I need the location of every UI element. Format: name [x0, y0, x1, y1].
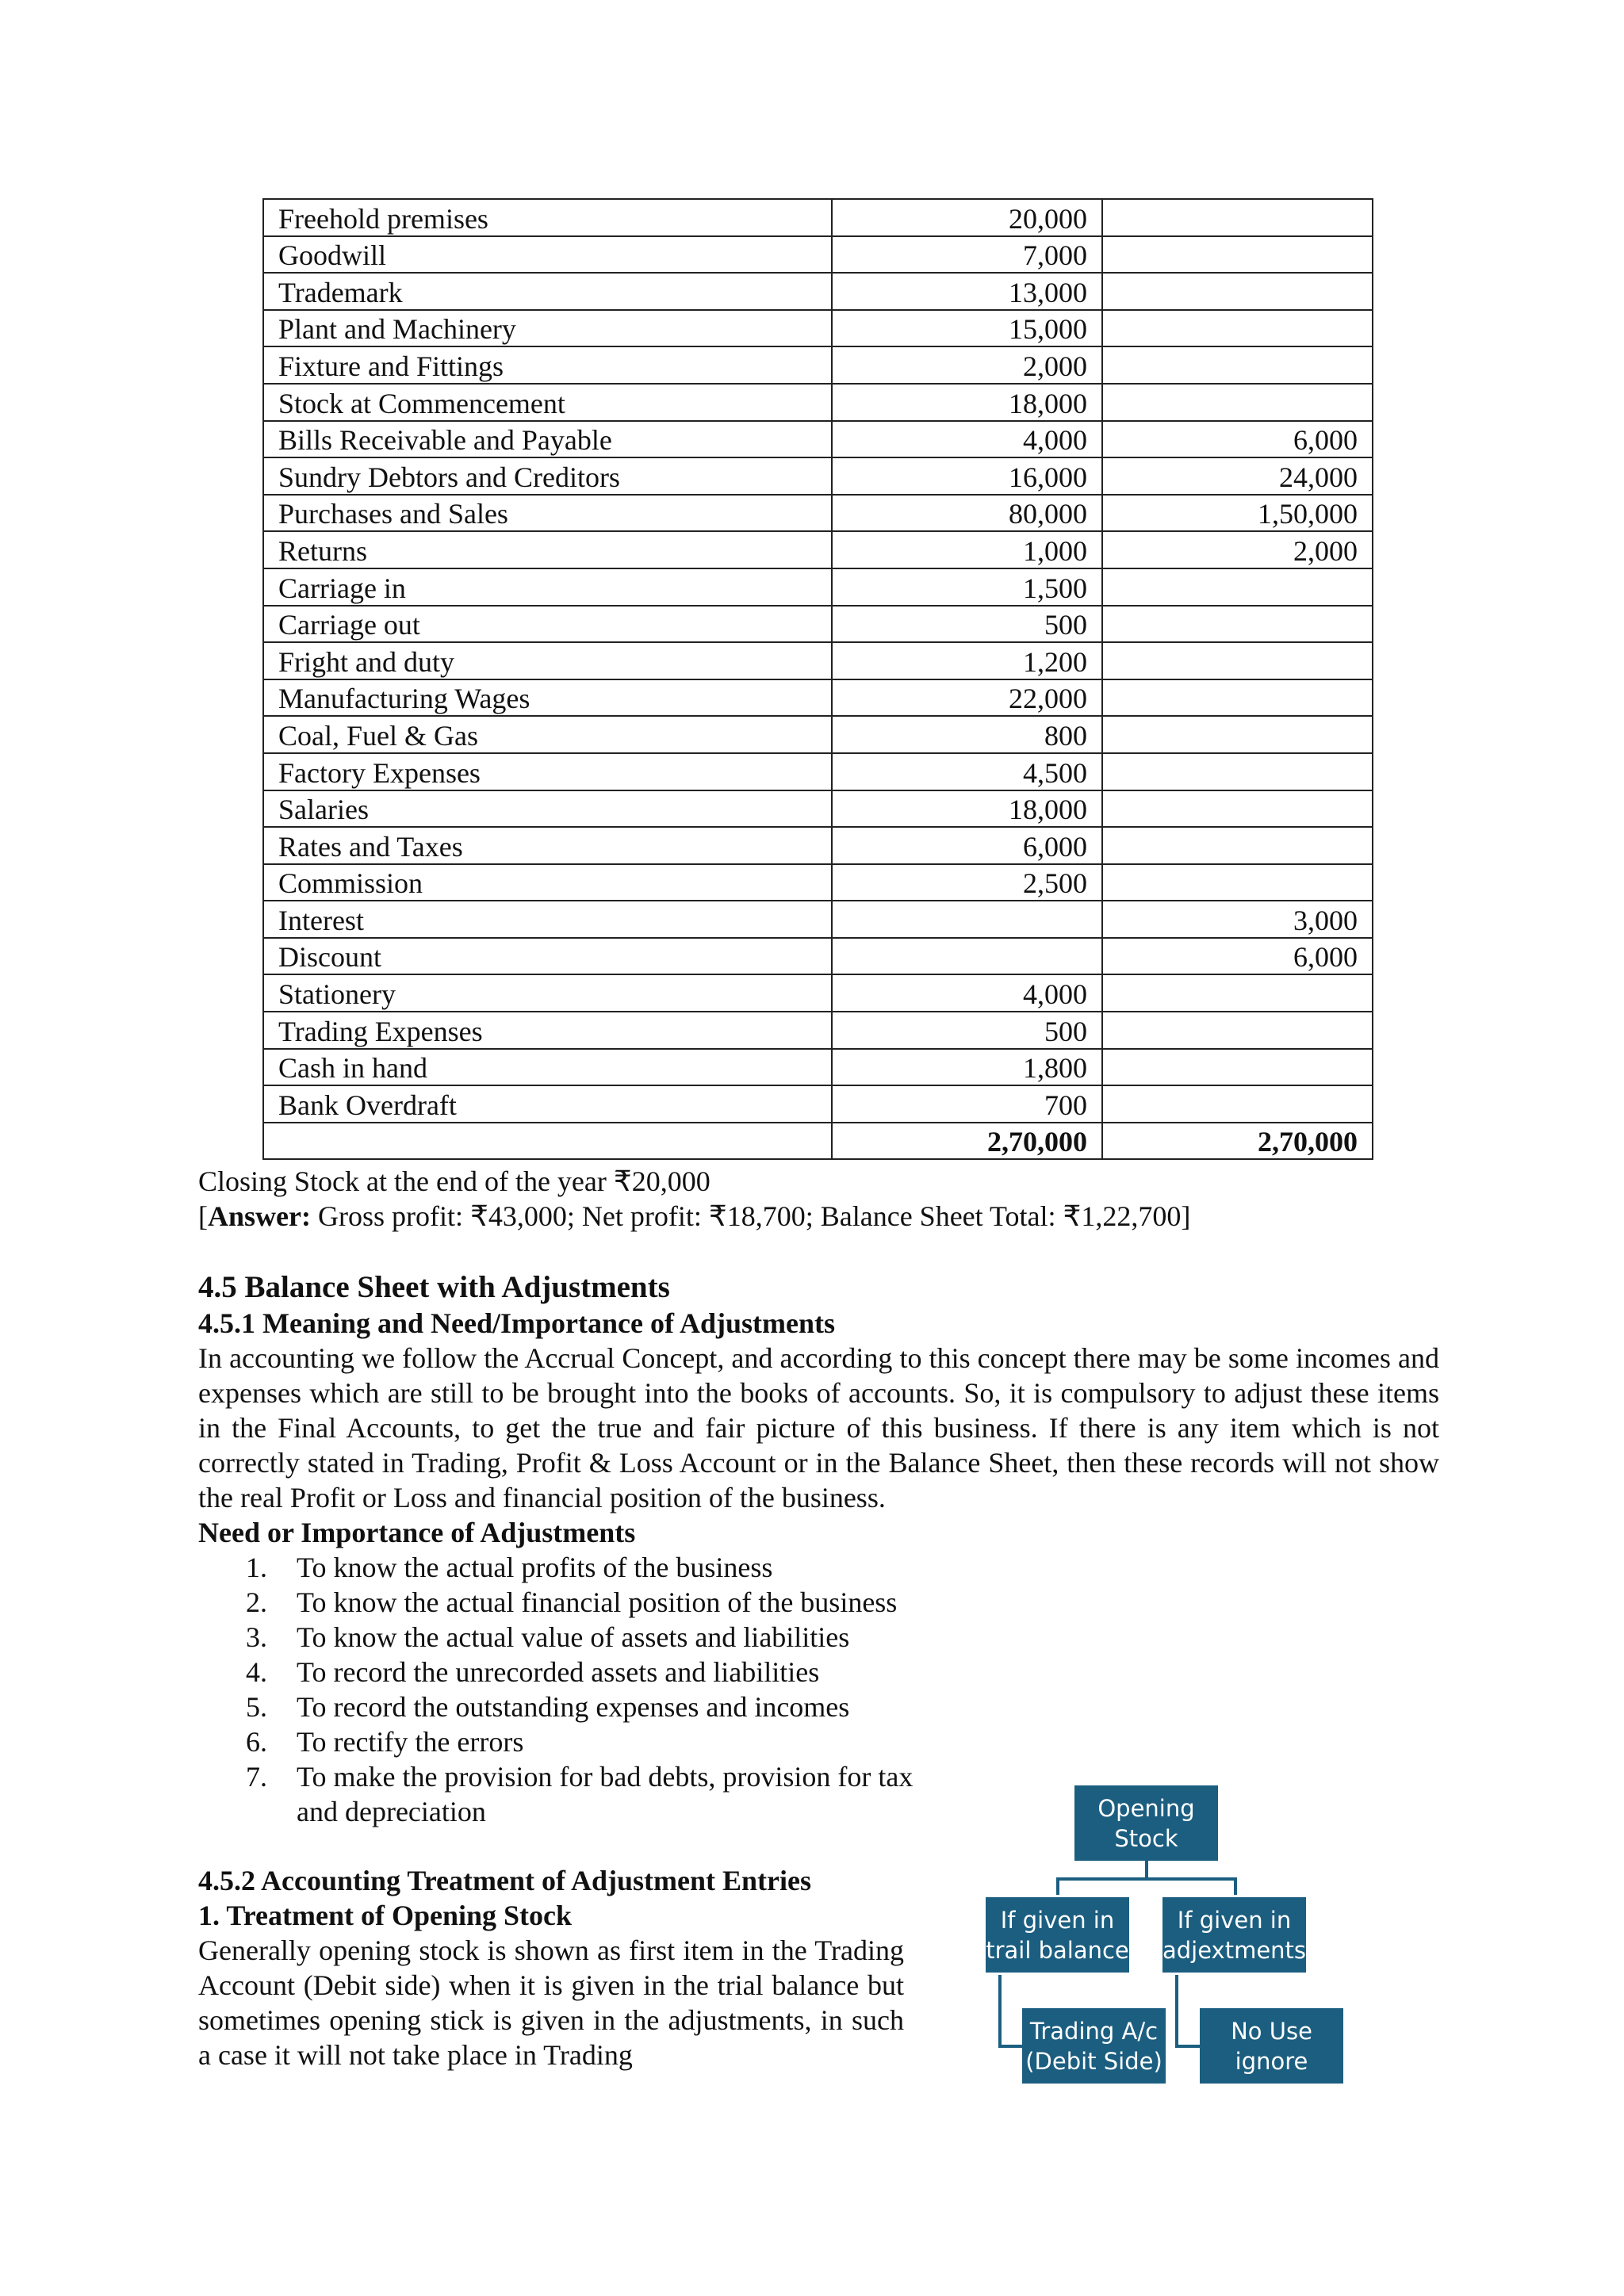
item-text: To know the actual profits of the business: [297, 1552, 773, 1583]
debit-amount: 6,000: [832, 827, 1102, 864]
connector: [1056, 1877, 1237, 1881]
debit-amount: 1,800: [832, 1049, 1102, 1086]
debit-amount: 7,000: [832, 236, 1102, 274]
credit-amount: 6,000: [1102, 421, 1373, 458]
credit-amount: [1102, 384, 1373, 421]
closing-stock-note: Closing Stock at the end of the year ₹20,000: [198, 1165, 710, 1197]
table-row: [263, 974, 1373, 1012]
credit-amount: [1102, 199, 1373, 236]
debit-amount: 700: [832, 1085, 1102, 1123]
diagram-right-child-box: No Use ignore: [1200, 2008, 1343, 2084]
account-name: Carriage out: [263, 606, 832, 643]
table-row: [263, 495, 1373, 532]
diagram-left-child-box: Trading A/c (Debit Side): [1022, 2008, 1166, 2084]
account-name: Salaries: [263, 790, 832, 828]
need-list: [246, 1550, 959, 1829]
credit-amount: [1102, 864, 1373, 901]
account-name: Bills Receivable and Payable: [263, 421, 832, 458]
debit-amount: 15,000: [832, 310, 1102, 347]
credit-amount: 6,000: [1102, 938, 1373, 975]
credit-amount: [1102, 827, 1373, 864]
debit-amount: 2,500: [832, 864, 1102, 901]
item-text: To know the actual value of assets and liabilities: [297, 1621, 850, 1653]
list-item: [246, 1655, 959, 1689]
answer-bracket: [: [198, 1200, 208, 1232]
account-name: Bank Overdraft: [263, 1085, 832, 1123]
answer-note: [198, 1199, 1190, 1234]
debit-amount: 18,000: [832, 384, 1102, 421]
account-name: [263, 1123, 832, 1160]
table-row: [263, 421, 1373, 458]
connector: [998, 2045, 1022, 2048]
answer-label: Answer:: [208, 1200, 311, 1232]
list-item: [246, 1724, 959, 1759]
table-row: [263, 716, 1373, 753]
debit-amount: 80,000: [832, 495, 1102, 532]
opening-stock-paragraph: Generally opening stock is shown as first item in the Trading Account (Debit side) when it is given in the trial balance but sometimes opening stick is given in the adjustments, in such a case it will not take place in Trading: [198, 1934, 904, 2071]
item-text: To record the outstanding expenses and incomes: [297, 1691, 850, 1723]
credit-amount: [1102, 1012, 1373, 1049]
account-name: Sundry Debtors and Creditors: [263, 457, 832, 495]
table-row: [263, 531, 1373, 568]
credit-amount: 1,50,000: [1102, 495, 1373, 532]
table-row: [263, 679, 1373, 717]
trial-balance-table: [262, 198, 1373, 1160]
account-name: Goodwill: [263, 236, 832, 274]
intro-paragraph: In accounting we follow the Accrual Concept, and according to this concept there may be some incomes and expenses which are still to be brought into the books of accounts. So, it is compulsory to adjust these items in the Final Accounts, to get the true and fair picture of this business. If there is any item which is not correctly stated in Trading, Profit & Loss Account or in the Balance Sheet, then these records will not show the real Profit or Loss and financial position of the business.: [198, 1342, 1439, 1513]
debit-amount: 500: [832, 606, 1102, 643]
connector: [1056, 1877, 1059, 1895]
account-name: Plant and Machinery: [263, 310, 832, 347]
list-item: [246, 1759, 959, 1829]
credit-amount: [1102, 346, 1373, 384]
credit-amount: [1102, 606, 1373, 643]
table-row: [263, 1123, 1373, 1160]
table-row: [263, 1012, 1373, 1049]
table-row: [263, 273, 1373, 310]
account-name: Fixture and Fittings: [263, 346, 832, 384]
table-row: [263, 310, 1373, 347]
debit-amount: 22,000: [832, 679, 1102, 717]
account-name: Trademark: [263, 273, 832, 310]
credit-amount: [1102, 642, 1373, 679]
table-row: [263, 642, 1373, 679]
debit-amount: 800: [832, 716, 1102, 753]
item-number: 7.: [246, 1761, 267, 1793]
list-item: [246, 1689, 959, 1724]
account-name: Stock at Commencement: [263, 384, 832, 421]
debit-amount: 4,500: [832, 753, 1102, 790]
list-item: [246, 1620, 959, 1655]
account-name: Stationery: [263, 974, 832, 1012]
account-name: Purchases and Sales: [263, 495, 832, 532]
item-number: 4.: [246, 1656, 267, 1688]
debit-amount: 20,000: [832, 199, 1102, 236]
table-row: [263, 901, 1373, 938]
debit-amount: 4,000: [832, 974, 1102, 1012]
opening-stock-heading: 1. Treatment of Opening Stock: [198, 1900, 573, 1931]
credit-amount: [1102, 679, 1373, 717]
credit-amount: [1102, 1049, 1373, 1086]
debit-amount: 500: [832, 1012, 1102, 1049]
credit-amount: [1102, 716, 1373, 753]
table-row: [263, 346, 1373, 384]
table-row: [263, 753, 1373, 790]
debit-amount: [832, 938, 1102, 975]
debit-amount: [832, 901, 1102, 938]
table-row: [263, 790, 1373, 828]
account-name: Coal, Fuel & Gas: [263, 716, 832, 753]
debit-amount: 1,500: [832, 568, 1102, 606]
table-row: [263, 606, 1373, 643]
debit-amount: 2,000: [832, 346, 1102, 384]
answer-text: Gross profit: ₹43,000; Net profit: ₹18,700; Balance Sheet Total: ₹1,22,700]: [310, 1200, 1191, 1232]
table-row: [263, 457, 1373, 495]
account-name: Commission: [263, 864, 832, 901]
credit-amount: 3,000: [1102, 901, 1373, 938]
item-number: 6.: [246, 1726, 267, 1758]
credit-amount: [1102, 568, 1373, 606]
subsection-heading: 4.5.1 Meaning and Need/Importance of Adjustments: [198, 1307, 836, 1339]
connector: [1234, 1877, 1237, 1895]
account-name: Freehold premises: [263, 199, 832, 236]
section-heading: 4.5 Balance Sheet with Adjustments: [198, 1270, 670, 1304]
debit-amount: 16,000: [832, 457, 1102, 495]
connector: [1175, 1975, 1178, 2048]
table-row: [263, 384, 1373, 421]
account-name: Returns: [263, 531, 832, 568]
account-name: Rates and Taxes: [263, 827, 832, 864]
table-row: [263, 1085, 1373, 1123]
need-heading: Need or Importance of Adjustments: [198, 1517, 636, 1548]
list-item: [246, 1585, 959, 1620]
diagram-left-box: If given in trail balance: [986, 1897, 1129, 1973]
account-name: Fright and duty: [263, 642, 832, 679]
table-row: [263, 1049, 1373, 1086]
account-name: Trading Expenses: [263, 1012, 832, 1049]
credit-amount: [1102, 1085, 1373, 1123]
credit-amount: [1102, 974, 1373, 1012]
treatment-heading: 4.5.2 Accounting Treatment of Adjustment Entries: [198, 1865, 811, 1896]
credit-amount: [1102, 753, 1373, 790]
table-row: [263, 938, 1373, 975]
account-name: Discount: [263, 938, 832, 975]
debit-amount: 2,70,000: [832, 1123, 1102, 1160]
debit-amount: 4,000: [832, 421, 1102, 458]
table-row: [263, 236, 1373, 274]
credit-amount: [1102, 310, 1373, 347]
table-row: [263, 568, 1373, 606]
table-row: [263, 199, 1373, 236]
list-item: [246, 1550, 959, 1585]
account-name: Carriage in: [263, 568, 832, 606]
debit-amount: 1,000: [832, 531, 1102, 568]
item-number: 3.: [246, 1621, 267, 1653]
credit-amount: [1102, 790, 1373, 828]
table-row: [263, 827, 1373, 864]
credit-amount: 2,70,000: [1102, 1123, 1373, 1160]
account-name: Factory Expenses: [263, 753, 832, 790]
account-name: Interest: [263, 901, 832, 938]
item-number: 2.: [246, 1586, 267, 1618]
item-text: To know the actual financial position of the business: [297, 1586, 898, 1618]
diagram-root-box: Opening Stock: [1074, 1785, 1218, 1861]
debit-amount: 1,200: [832, 642, 1102, 679]
credit-amount: [1102, 273, 1373, 310]
item-number: 5.: [246, 1691, 267, 1723]
table-row: [263, 864, 1373, 901]
credit-amount: 24,000: [1102, 457, 1373, 495]
credit-amount: [1102, 236, 1373, 274]
connector: [998, 1975, 1002, 2048]
debit-amount: 18,000: [832, 790, 1102, 828]
connector: [1175, 2045, 1200, 2048]
item-text: To record the unrecorded assets and liabilities: [297, 1656, 820, 1688]
item-number: 1.: [246, 1552, 267, 1583]
debit-amount: 13,000: [832, 273, 1102, 310]
item-text: To make the provision for bad debts, provision for tax and depreciation: [297, 1761, 914, 1827]
account-name: Cash in hand: [263, 1049, 832, 1086]
account-name: Manufacturing Wages: [263, 679, 832, 717]
item-text: To rectify the errors: [297, 1726, 524, 1758]
credit-amount: 2,000: [1102, 531, 1373, 568]
diagram-right-box: If given in adjextments: [1162, 1897, 1306, 1973]
